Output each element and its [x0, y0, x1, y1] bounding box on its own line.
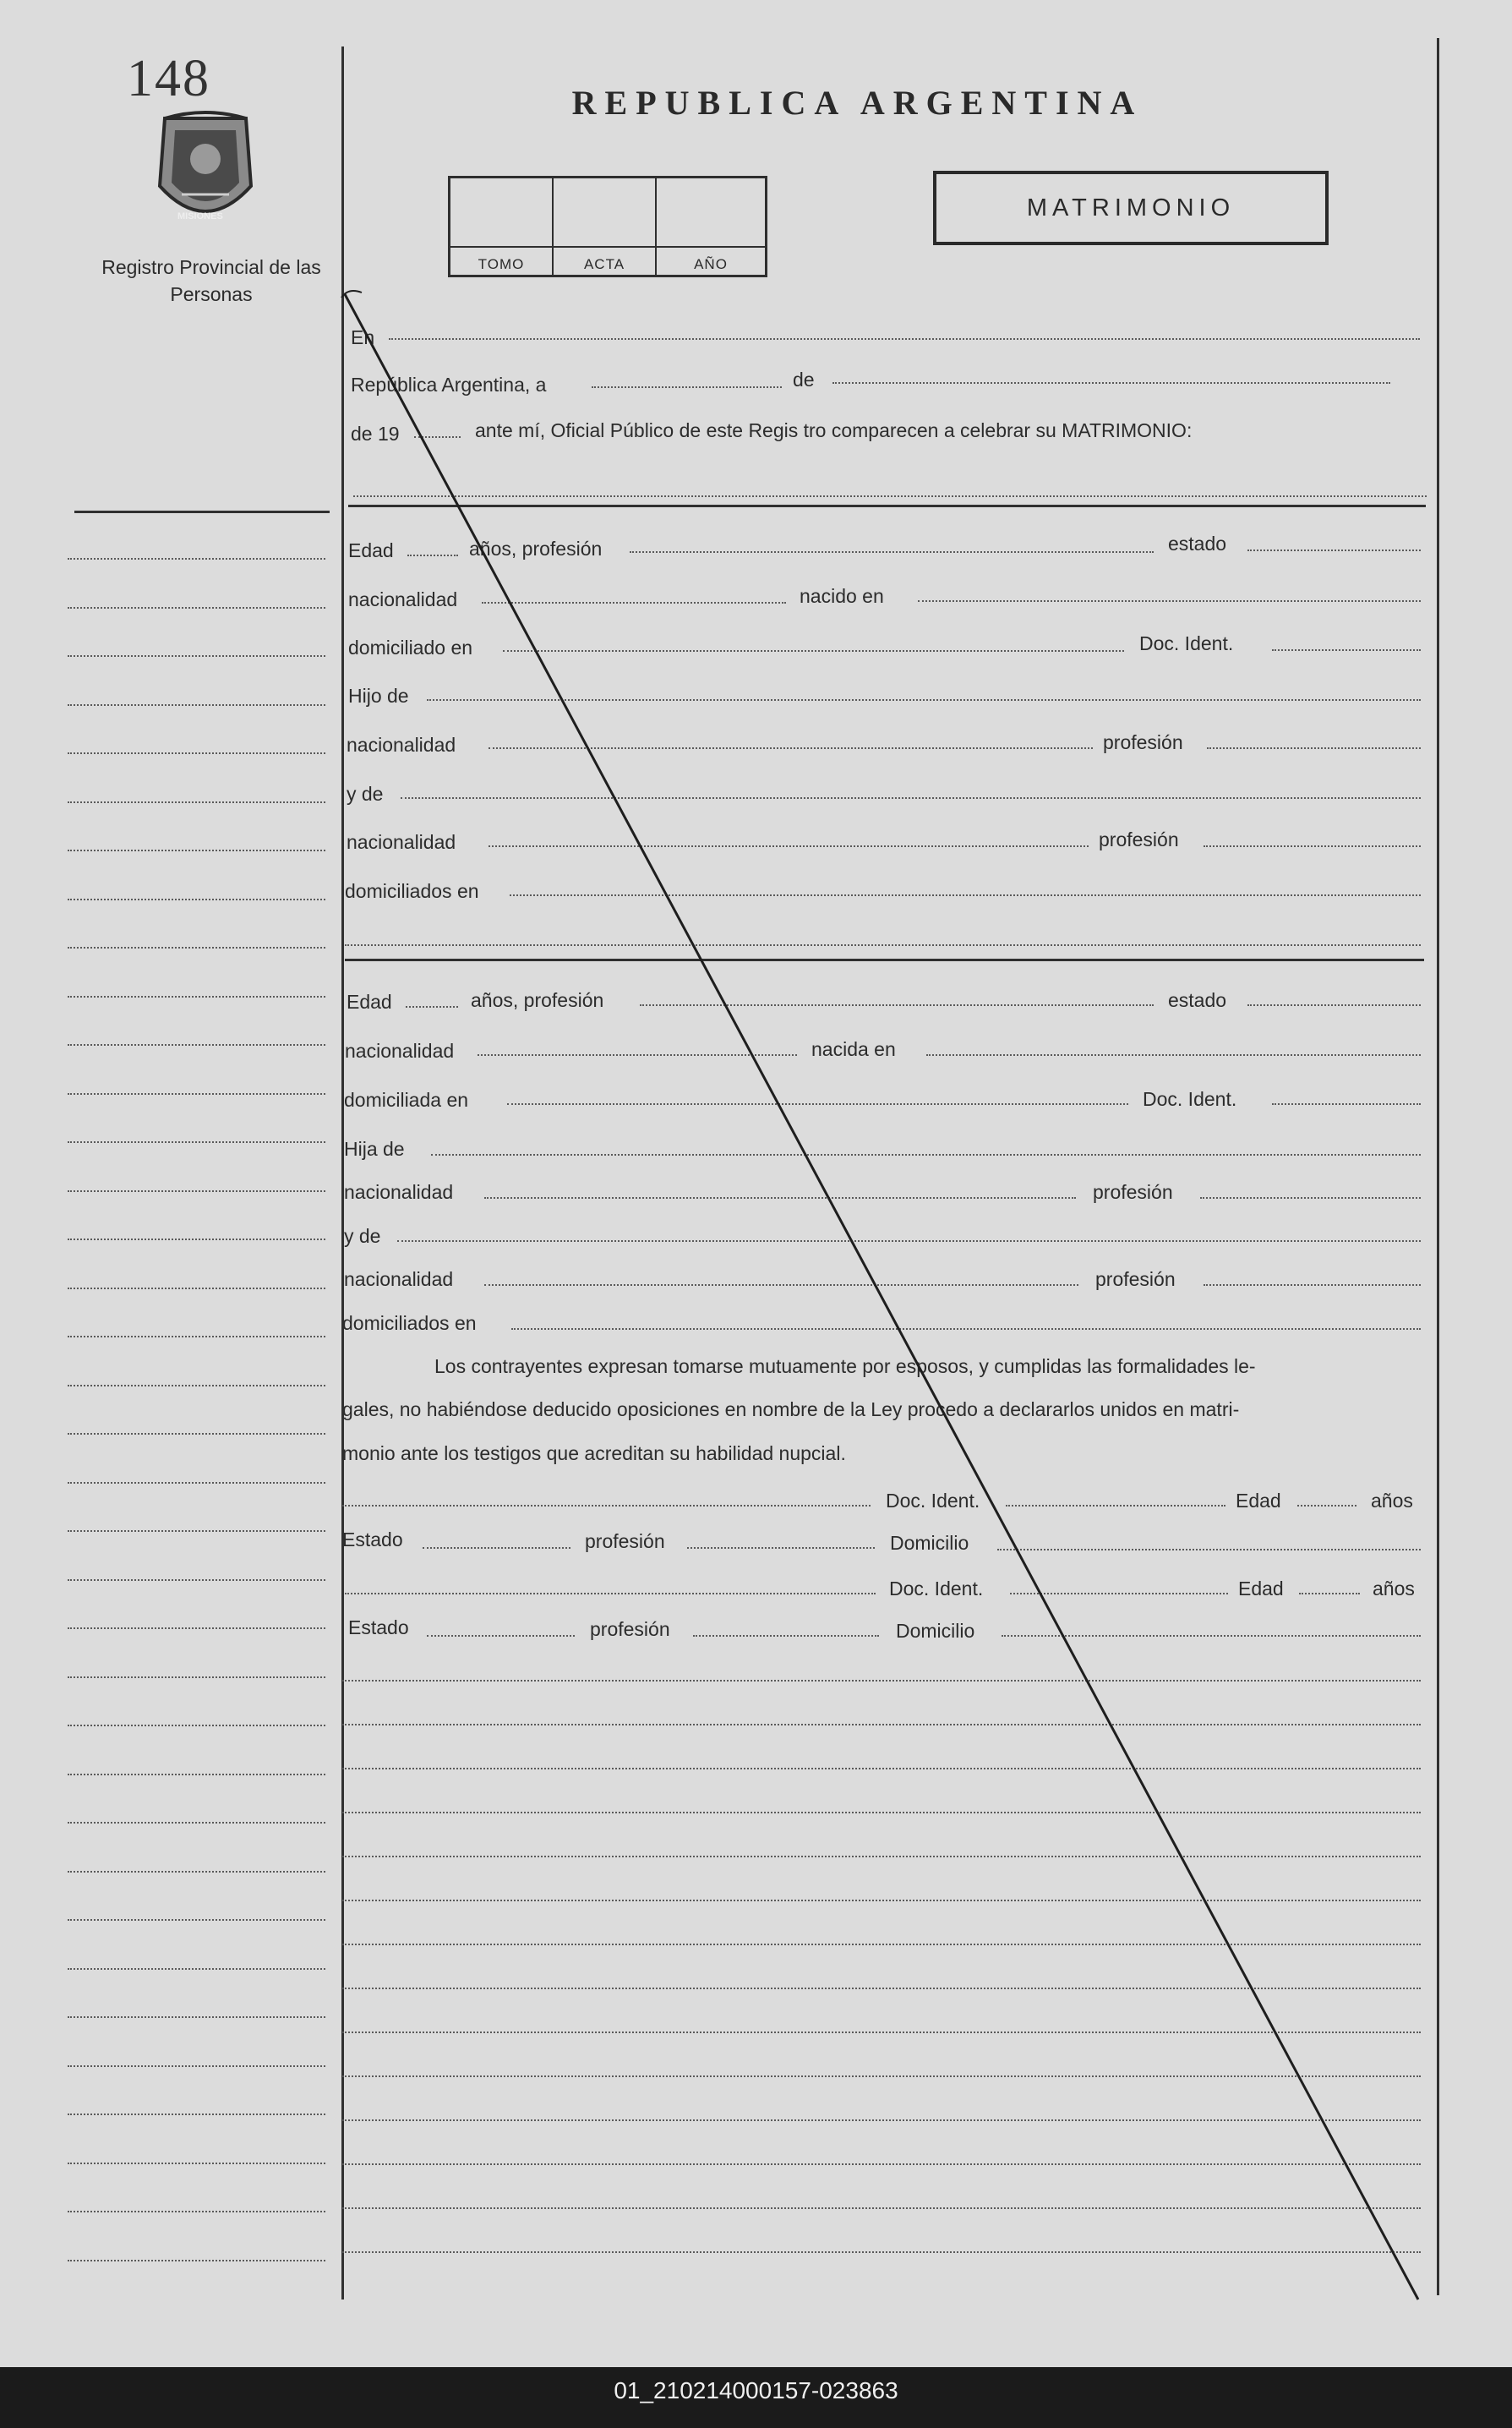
- intro-republica-label: República Argentina, a: [351, 374, 547, 396]
- seal-text: MISIONES: [177, 211, 223, 221]
- footer-id: 01_210214000157-023863: [614, 2377, 898, 2403]
- groom-profesion2-label: profesión: [1103, 731, 1183, 753]
- bride-doc-ident-label: Doc. Ident.: [1143, 1088, 1237, 1110]
- witness1-anos-label: años: [1371, 1490, 1413, 1512]
- bride-nacionalidad2-label: nacionalidad: [344, 1181, 454, 1203]
- bride-domiciliada-en-label: domiciliada en: [344, 1089, 469, 1111]
- bride-domiciliados-en-label: domiciliados en: [342, 1312, 477, 1334]
- groom-doc-ident-label: Doc. Ident.: [1139, 632, 1234, 654]
- bride-nacionalidad3-label: nacionalidad: [344, 1268, 454, 1290]
- witness1-doc-ident-label: Doc. Ident.: [886, 1490, 980, 1512]
- acta-label: ACTA: [583, 256, 625, 272]
- witness2-domicilio-label: Domicilio: [896, 1620, 975, 1642]
- witness2-doc-ident-label: Doc. Ident.: [889, 1578, 984, 1600]
- intro-de-label: de: [793, 369, 815, 391]
- bride-edad-label: Edad: [347, 991, 392, 1013]
- bride-anos-profesion-label: años, profesión: [471, 989, 604, 1011]
- bride-estado-label: estado: [1168, 989, 1227, 1011]
- witness1-estado-label: Estado: [342, 1528, 403, 1550]
- bride-nacionalidad-label: nacionalidad: [345, 1040, 455, 1062]
- groom-anos-profesion-label: años, profesión: [469, 538, 603, 560]
- groom-estado-label: estado: [1168, 533, 1227, 555]
- bride-hija-de-label: Hija de: [344, 1138, 405, 1160]
- witness2-edad-label: Edad: [1238, 1578, 1284, 1600]
- witness2-anos-label: años: [1373, 1578, 1415, 1600]
- groom-y-de-label: y de: [347, 783, 384, 805]
- intro-ante-label: ante mí, Oficial Público de este Regis tro comparecen a celebrar su MATRIMONIO:: [475, 419, 1193, 441]
- groom-nacido-en-label: nacido en: [800, 585, 884, 607]
- intro-en-label: En: [351, 326, 375, 348]
- header-title: REPUBLICA ARGENTINA: [571, 84, 1144, 122]
- groom-edad-label: Edad: [348, 539, 394, 561]
- folio-number: 148: [127, 50, 210, 107]
- bride-y-de-label: y de: [344, 1225, 381, 1247]
- witness1-edad-label: Edad: [1236, 1490, 1281, 1512]
- witness1-domicilio-label: Domicilio: [890, 1532, 969, 1554]
- witness2-profesion-label: profesión: [590, 1618, 670, 1640]
- groom-nacionalidad3-label: nacionalidad: [347, 831, 456, 853]
- bride-profesion2-label: profesión: [1093, 1181, 1173, 1203]
- witness2-estado-label: Estado: [348, 1616, 409, 1638]
- groom-nacionalidad2-label: nacionalidad: [347, 734, 456, 756]
- registry-name: Registro Provincial de las Personas: [101, 256, 321, 305]
- groom-profesion3-label: profesión: [1099, 828, 1179, 850]
- intro-de19-label: de 19: [351, 423, 400, 445]
- witness1-profesion-label: profesión: [585, 1530, 665, 1552]
- groom-domiciliados-en-label: domiciliados en: [345, 880, 479, 902]
- ano-label: AÑO: [694, 256, 728, 272]
- groom-nacionalidad-label: nacionalidad: [348, 588, 458, 610]
- document-type-box: MATRIMONIO: [933, 171, 1329, 245]
- bride-profesion3-label: profesión: [1095, 1268, 1176, 1290]
- declaration-line-1: Los contrayentes expresan tomarse mutuamente por esposos, y cumplidas las formalidades le-: [434, 1355, 1256, 1377]
- groom-hijo-de-label: Hijo de: [348, 685, 409, 707]
- bride-nacida-en-label: nacida en: [811, 1038, 896, 1060]
- declaration-line-2: gales, no habiéndose deducido oposiciones en nombre de la Ley procedo a declararlos unidos en matri-: [342, 1398, 1240, 1420]
- groom-domiciliado-en-label: domiciliado en: [348, 637, 473, 659]
- declaration-line-3: monio ante los testigos que acreditan su habilidad nupcial.: [342, 1442, 846, 1464]
- tomo-label: TOMO: [478, 256, 525, 272]
